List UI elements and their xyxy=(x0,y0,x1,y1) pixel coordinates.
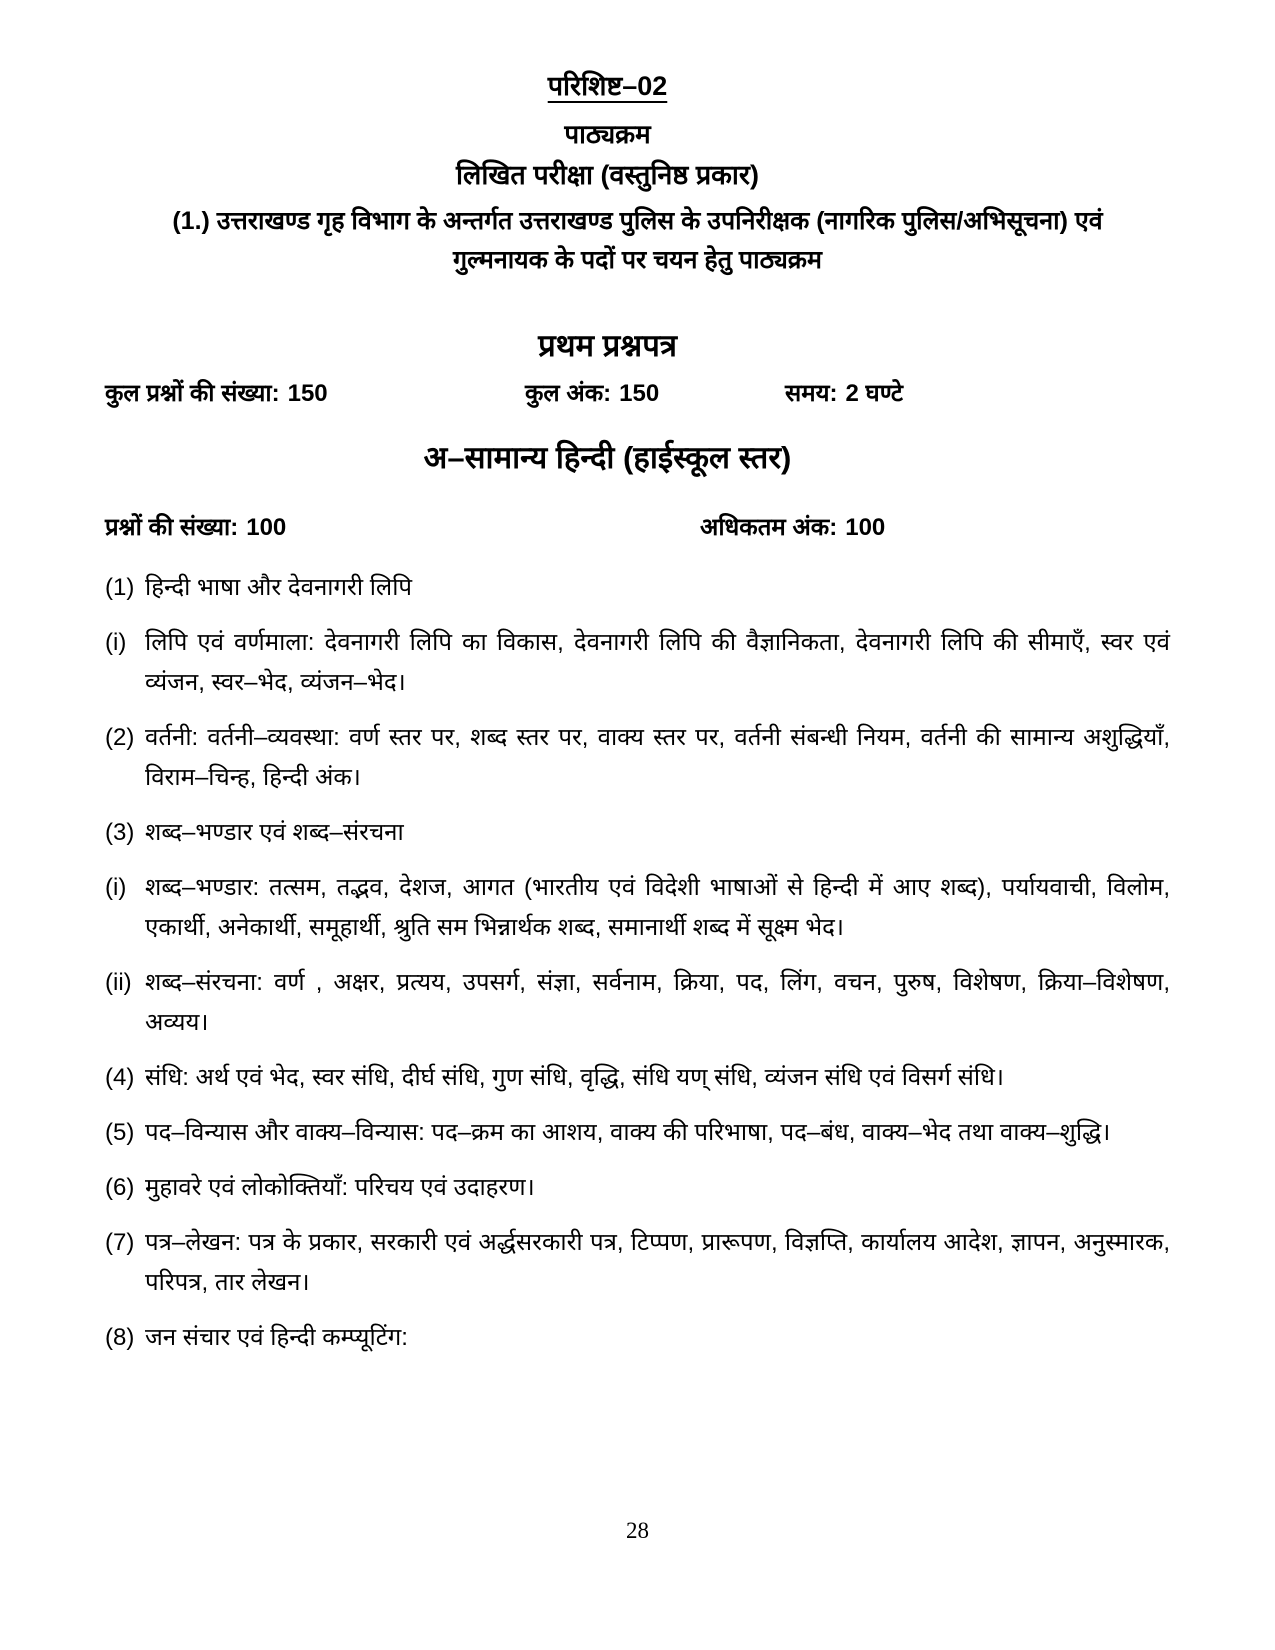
list-item xyxy=(105,1168,1170,1208)
time-stat xyxy=(785,376,903,409)
item-text: संधि: अर्थ एवं भेद, स्वर संधि, दीर्घ संधि, गुण संधि, वृद्धि, संधि यण् संधि, व्यंजन संधि एवं विसर्ग संधि। xyxy=(145,1064,1004,1091)
item-text: शब्द–संरचना: वर्ण , अक्षर, प्रत्यय, उपसर्ग, संज्ञा, सर्वनाम, क्रिया, पद, लिंग, वचन, पुरुष, विशेषण, क्रिया–विशेषण, अव्यय। xyxy=(145,969,1170,1036)
total-questions-stat xyxy=(105,376,328,409)
list-item xyxy=(105,1113,1170,1153)
page-number: 28 xyxy=(626,1518,649,1543)
item-text: शब्द–भण्डार एवं शब्द–संरचना xyxy=(145,819,404,846)
item-number: (i) xyxy=(105,874,127,901)
list-item xyxy=(105,718,1170,798)
item-text: जन संचार एवं हिन्दी कम्प्यूटिंग: xyxy=(145,1324,408,1351)
appendix-heading: परिशिष्ट–02 xyxy=(547,71,668,101)
item-number: (5) xyxy=(105,1119,135,1146)
questions-value: 100 xyxy=(246,514,287,541)
item-text: लिपि एवं वर्णमाला: देवनागरी लिपि का विकास, देवनागरी लिपि की वैज्ञानिकता, देवनागरी लिपि की सीमाएँ, स्वर एवं व्यंजन, स्वर–भेद, व्यंजन–भेद। xyxy=(145,629,1170,696)
list-item xyxy=(105,963,1170,1043)
list-item xyxy=(105,1223,1170,1303)
item-text: पत्र–लेखन: पत्र के प्रकार, सरकारी एवं अर्द्धसरकारी पत्र, टिप्पण, प्रारूपण, विज्ञप्ति, कार्यालय आदेश, ज्ञापन, अनुस्मारक, परिपत्र, तार लेखन। xyxy=(145,1229,1170,1296)
item-number: (8) xyxy=(105,1324,135,1351)
total-questions-label: कुल प्रश्नों की संख्या: xyxy=(105,380,280,407)
item-number: (2) xyxy=(105,724,135,751)
list-item xyxy=(105,813,1170,853)
item-number: (ii) xyxy=(105,969,132,996)
item-text: हिन्दी भाषा और देवनागरी लिपि xyxy=(145,574,413,601)
item-number: (3) xyxy=(105,819,135,846)
item-number: (4) xyxy=(105,1064,135,1091)
syllabus-list xyxy=(105,568,1170,1358)
paper-heading: प्रथम प्रश्नपत्र xyxy=(538,328,677,363)
item-text: वर्तनी: वर्तनी–व्यवस्था: वर्ण स्तर पर, शब्द स्तर पर, वाक्य स्तर पर, वर्तनी संबन्धी नियम, वर्तनी की सामान्य अशुद्धियाँ, विराम–चिन्ह, हिन्दी अंक। xyxy=(145,724,1170,791)
item-text: पद–विन्यास और वाक्य–विन्यास: पद–क्रम का आशय, वाक्य की परिभाषा, पद–बंध, वाक्य–भेद तथा वाक्य–शुद्धि। xyxy=(145,1119,1111,1146)
intro-paragraph: (1.) उत्तराखण्ड गृह विभाग के अन्तर्गत उत्तराखण्ड पुलिस के उपनिरीक्षक (नागरिक पुलिस/अभिसूचना) एवं गुल्मनायक के पदों पर चयन हेतु पाठ्यक्रम xyxy=(172,207,1103,274)
questions-stat xyxy=(105,510,286,543)
total-marks-label: कुल अंक: xyxy=(525,380,612,407)
item-number: (1) xyxy=(105,574,135,601)
questions-label: प्रश्नों की संख्या: xyxy=(105,514,239,541)
paper-stats-row xyxy=(105,376,1170,416)
list-item xyxy=(105,1058,1170,1098)
time-value: 2 घण्टे xyxy=(845,380,903,407)
total-questions-value: 150 xyxy=(287,380,328,407)
item-text: शब्द–भण्डार: तत्सम, तद्भव, देशज, आगत (भारतीय एवं विदेशी भाषाओं से हिन्दी में आए शब्द), पर्यायवाची, विलोम, एकार्थी, अनेकार्थी, समूहार्थी, श्रुति सम भिन्नार्थक शब्द, समानार्थी शब्द में सूक्ष्म भेद। xyxy=(145,874,1170,941)
course-heading: पाठ्यक्रम xyxy=(564,119,651,149)
time-label: समय: xyxy=(785,380,838,407)
max-marks-label: अधिकतम अंक: xyxy=(700,514,838,541)
exam-type-heading: लिखित परीक्षा (वस्तुनिष्ठ प्रकार) xyxy=(456,160,759,190)
section-heading: अ–सामान्य हिन्दी (हाईस्कूल स्तर) xyxy=(423,440,792,475)
total-marks-value: 150 xyxy=(619,380,660,407)
item-number: (6) xyxy=(105,1174,135,1201)
item-text: मुहावरे एवं लोकोक्तियाँ: परिचय एवं उदाहरण। xyxy=(145,1174,535,1201)
section-stats-row xyxy=(105,510,1170,550)
max-marks-stat xyxy=(700,510,885,543)
list-item xyxy=(105,623,1170,703)
item-number: (7) xyxy=(105,1229,135,1256)
item-number: (i) xyxy=(105,629,127,656)
total-marks-stat xyxy=(525,376,659,409)
max-marks-value: 100 xyxy=(845,514,886,541)
list-item xyxy=(105,868,1170,948)
list-item xyxy=(105,1318,1170,1358)
list-item xyxy=(105,568,1170,608)
